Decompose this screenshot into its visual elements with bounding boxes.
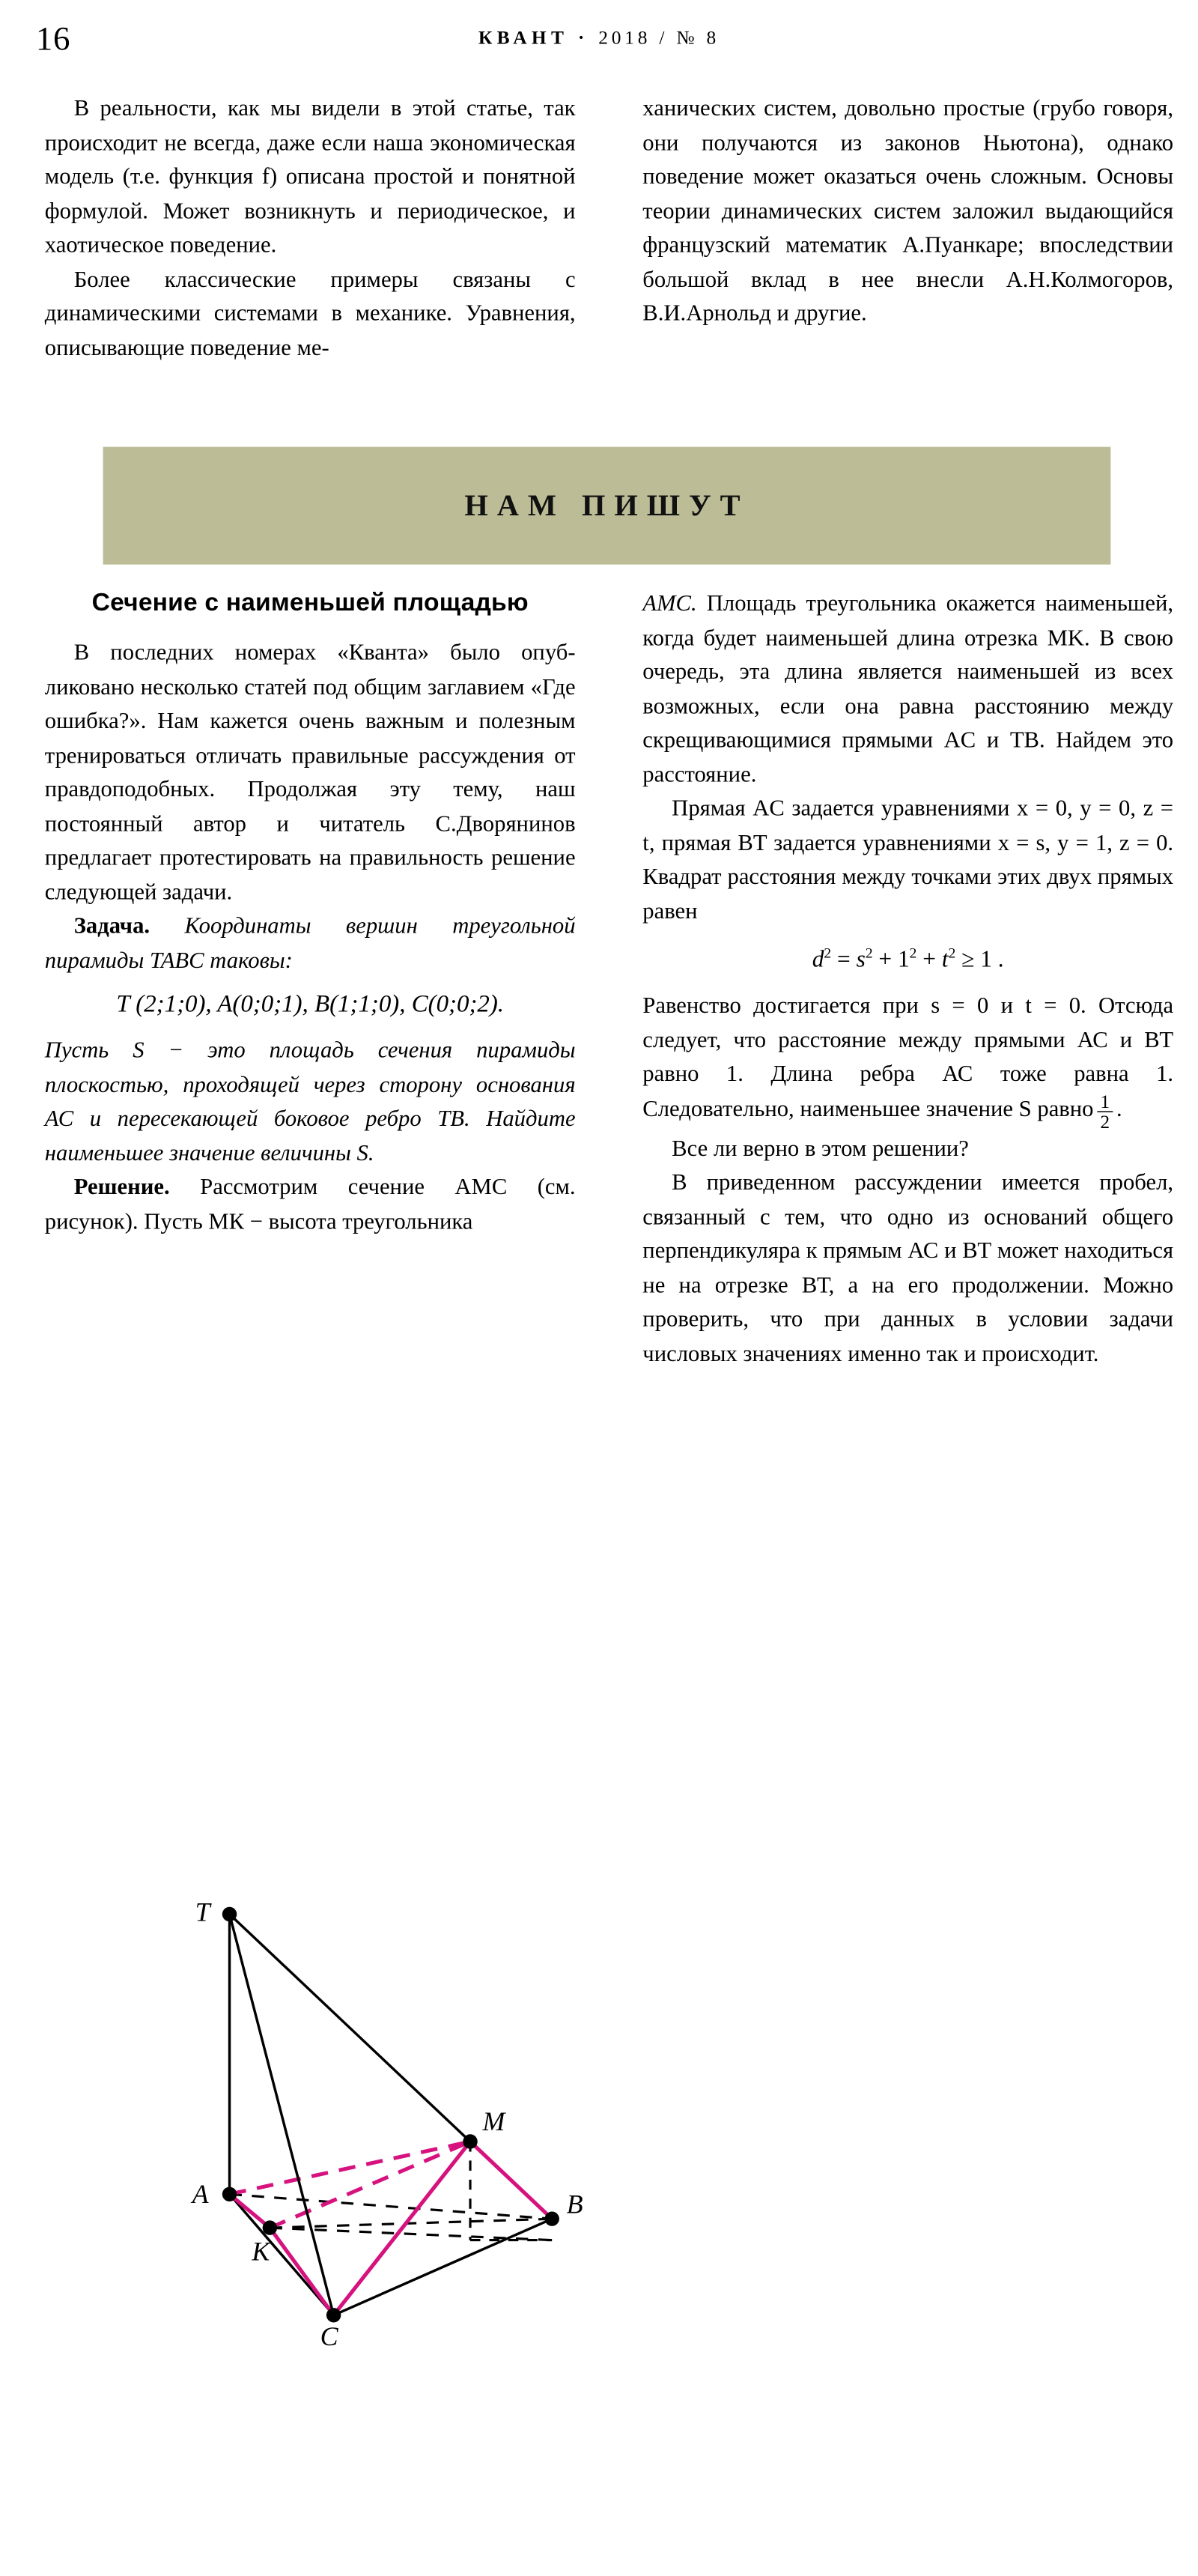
formula-d: d <box>812 945 824 972</box>
fraction-tail: . <box>1116 1096 1122 1121</box>
right-paragraph-3-text: Равенство достигается при s = 0 и t = 0. Отсюда следует, что расстояние между прямыми АС и ВТ равно 1. Длина ребра АС тоже равна 1. Следовательно, наименьшее значение S равно <box>642 993 1174 1121</box>
vertex-dot-T <box>222 1907 237 1921</box>
formula-s-exponent: 2 <box>865 944 873 961</box>
task-continuation: Пусть S − это площадь сечения пирамиды плоскостью, проходящей через сторону основания АС и пересекающей боковое ребро ТВ. Найдите наименьшее значение величины S. <box>44 1038 576 1166</box>
journal-issue: 2018 / № 8 <box>598 26 720 49</box>
task-text: Координаты вершин треугольной пирамиды TABC таковы: <box>44 914 576 973</box>
vertex-label-B: B <box>566 2189 583 2219</box>
right-paragraph-3 <box>642 989 1173 1132</box>
journal-name: КВАНТ <box>478 26 569 49</box>
edge-M-B <box>470 2142 552 2219</box>
vertex-label-A: A <box>192 2179 209 2210</box>
edge-A-B-dashed <box>230 2194 553 2219</box>
solution-text: Рассмотрим сечение АМС (см. рисунок). Пусть МК − высота треугольника <box>44 1175 576 1234</box>
top-paragraph-3: ханических систем, довольно простые (грубо говоря, они получаются из законов Ньютона), однако поведение может оказаться очень сложным. Основы теории динамических систем заложил выдающийся французский математик А.Пуанкаре; впоследствии большой вклад в нее внесли А.Н.Колмогоров, В.И.Арнольд и другие. <box>642 96 1174 327</box>
right-paragraph-1 <box>642 587 1173 793</box>
vertex-label-M: M <box>482 2106 505 2137</box>
right-paragraph-4: Все ли верно в этом решении? <box>672 1136 969 1162</box>
formula-plus-1: + <box>878 945 893 972</box>
vertex-dot-K <box>263 2220 277 2234</box>
formula-rhs: 1 . <box>980 945 1004 972</box>
task-coordinates: T (2;1;0), A(0;0;1), B(1;1;0), C(0;0;2). <box>116 989 505 1017</box>
right-paragraph-1-lead: АМС. <box>642 591 697 616</box>
masthead-separator: · <box>577 26 589 49</box>
vertex-label-T: T <box>195 1897 210 1927</box>
article-left-column <box>44 587 583 2352</box>
formula-geq: ≥ <box>961 945 975 972</box>
solution-label: Решение. <box>73 1175 170 1200</box>
formula-d-exponent: 2 <box>824 944 832 961</box>
formula-one-exponent: 2 <box>909 944 917 961</box>
fraction-denominator: 2 <box>1097 1112 1113 1133</box>
edge-K-B-dashed <box>270 2219 552 2228</box>
article-right-column <box>642 587 1173 1372</box>
hidden-edges-group <box>230 2194 553 2240</box>
edge-A-K <box>230 2194 270 2228</box>
page-number: 16 <box>35 19 71 58</box>
right-paragraph-2: Прямая AC задается уравнениями x = 0, y = 0, z = t, прямая BT задается уравнениями x = s, y = 1, z = 0. Квадрат расстояния между точками этих двух прямых равен <box>642 796 1174 924</box>
one-half-fraction <box>1097 1091 1113 1132</box>
running-head <box>0 20 1198 65</box>
formula-t: t <box>941 945 949 972</box>
edge-C-B <box>334 2219 553 2315</box>
article-title: Сечение с наименьшей площадью <box>91 588 529 616</box>
edge-K-C <box>270 2228 333 2315</box>
journal-masthead <box>0 27 1198 49</box>
task-paragraph <box>45 909 576 978</box>
section-banner-title: НАМ ПИШУТ <box>464 488 749 522</box>
vertex-dot-A <box>222 2187 237 2201</box>
vertex-dot-B <box>544 2211 559 2225</box>
pyramid-figure <box>112 1886 594 2352</box>
formula-t-exponent: 2 <box>948 944 956 961</box>
vertex-dot-C <box>326 2308 341 2322</box>
top-article-left-column <box>45 92 576 366</box>
right-paragraph-5: В приведенном рассуждении имеется пробел, связанный с тем, что одно из оснований общего перпендикуляра к прямым АС и ВТ может находиться не на отрезке ВТ, а на его продолжении. Можно проверить, что при данных в условии задачи числовых значениях именно так и происходит. <box>642 1171 1174 1366</box>
fraction-numerator: 1 <box>1100 1090 1110 1112</box>
vertex-label-K: K <box>252 2236 270 2267</box>
top-paragraph-1: В реальности, как мы видели в этой статье, так происходит не всегда, даже если наша экономическая модель (т.е. функция f) описана простой и понятной формулой. Может возникнуть и периодическое, и хаотическое поведение. <box>44 96 576 258</box>
article-intro-paragraph: В последних номерах «Кванта» было опубликовано несколько статей под общим заглавием «Где ошибка?». Нам кажется очень важным и полезным тренироваться отличать правильные рассуждения от правдоподобных. Продолжая эту тему, наш постоянный автор и читатель С.Дворянинов предлагает протестировать на правильность решение следующей задачи. <box>44 640 576 905</box>
formula-plus-2: + <box>922 945 936 972</box>
formula-one: 1 <box>897 945 910 972</box>
section-banner <box>103 447 1111 565</box>
pyramid-svg <box>112 1886 594 2352</box>
top-paragraph-2: Более классические примеры связаны с динамическими системами в механике. Уравнения, описывающие поведение ме- <box>44 267 576 360</box>
vertex-dot-M <box>463 2134 477 2148</box>
vertex-labels-group <box>191 1897 583 2351</box>
task-label: Задача. <box>73 914 150 939</box>
formula-s: s <box>856 945 866 972</box>
formula-equals: = <box>837 945 851 972</box>
solution-paragraph <box>45 1171 576 1239</box>
distance-formula <box>642 945 1173 974</box>
right-paragraph-1-rest: Площадь треугольника окажется наименьшей, когда будет наименьшей длина отрезка MK. В свою очередь, эта длина является наименьшей из всех возможных, если она равна расстоянию между скрещивающимися прямыми AC и TB. Найдем это расстояние. <box>642 591 1174 787</box>
top-article-right-column <box>642 92 1173 331</box>
vertex-label-C: C <box>320 2321 338 2352</box>
vertex-dots-group <box>222 1907 559 2323</box>
